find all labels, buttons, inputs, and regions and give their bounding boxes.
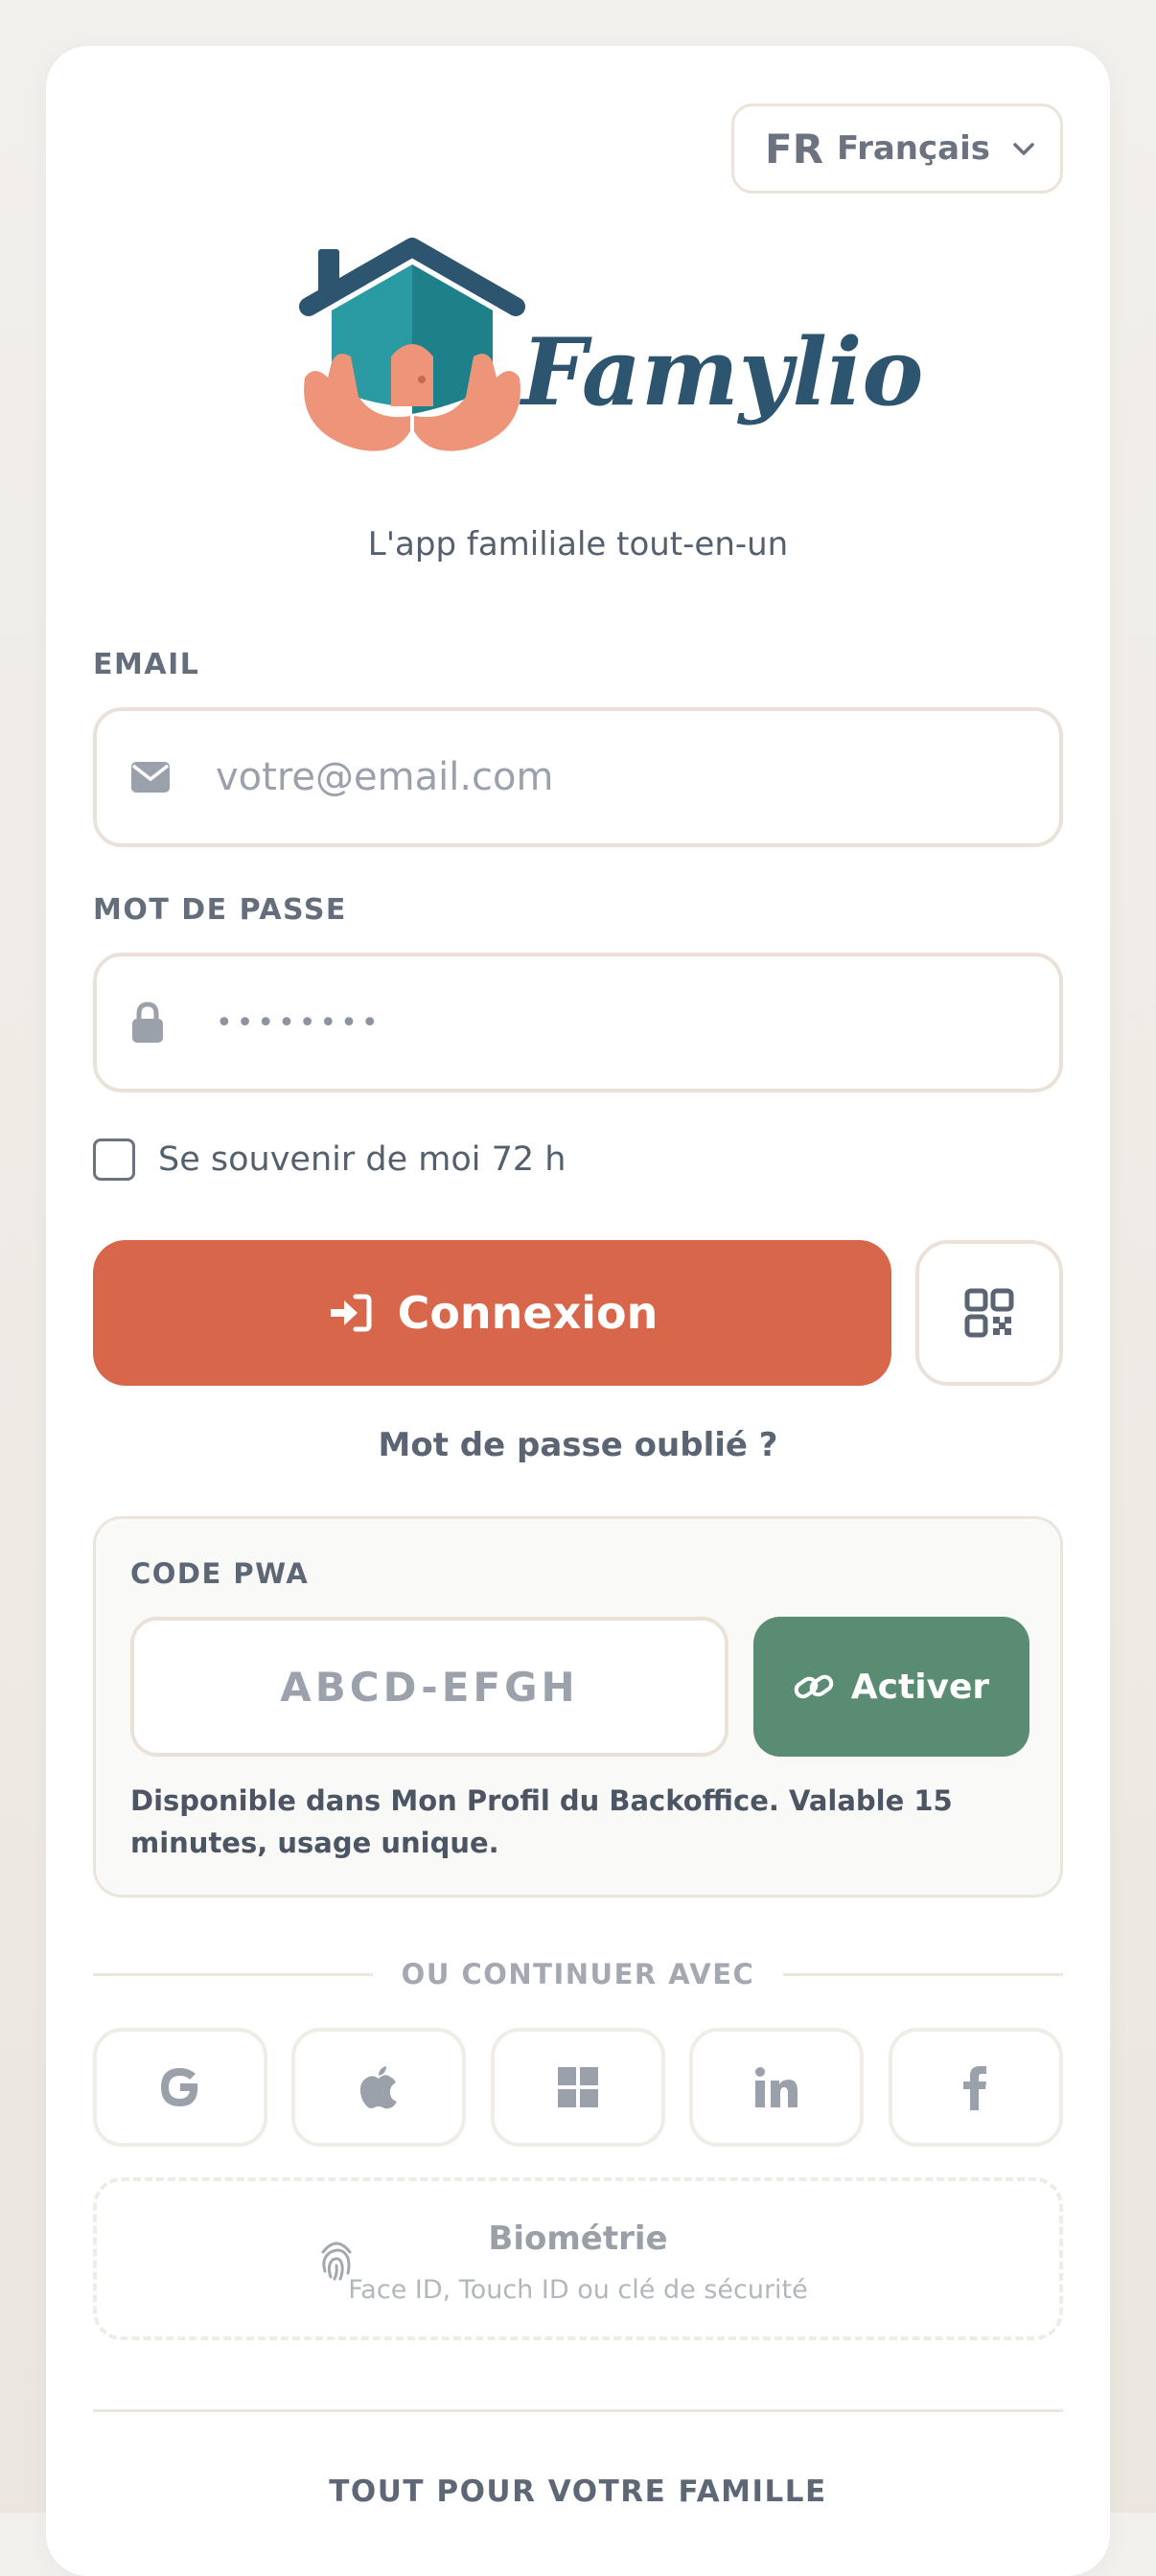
- chevron-down-icon: [1011, 139, 1036, 158]
- email-placeholder: votre@email.com: [216, 755, 554, 799]
- apple-icon: [359, 2065, 398, 2109]
- sign-in-icon: [327, 1293, 373, 1333]
- divider-label: OU CONTINUER AVEC: [401, 1958, 755, 1990]
- windows-login-button[interactable]: [491, 2028, 665, 2147]
- password-field[interactable]: [93, 953, 1063, 1092]
- biometric-title: Biométrie: [488, 2220, 668, 2258]
- login-label: Connexion: [397, 1287, 659, 1339]
- tagline: L'app familiale tout-en-un: [367, 525, 789, 564]
- language-name: Français: [837, 129, 990, 168]
- link-icon: [794, 1670, 834, 1703]
- login-button[interactable]: [93, 1240, 891, 1386]
- password-value: ••••••••: [216, 1005, 382, 1040]
- windows-icon: [558, 2067, 598, 2107]
- qr-login-button[interactable]: [915, 1240, 1063, 1386]
- lock-icon: [131, 1002, 198, 1043]
- language-selector[interactable]: [731, 104, 1063, 194]
- linkedin-login-button[interactable]: [689, 2028, 864, 2147]
- biometric-subtitle: Face ID, Touch ID ou clé de sécurité: [348, 2275, 808, 2305]
- pwa-code-panel: [93, 1516, 1063, 1898]
- remember-checkbox[interactable]: [93, 1138, 135, 1181]
- linkedin-icon: [755, 2067, 798, 2107]
- password-label: MOT DE PASSE: [93, 893, 347, 927]
- biometric-login-button[interactable]: [93, 2177, 1063, 2340]
- qr-code-icon: [965, 1289, 1013, 1337]
- activate-label: Activer: [850, 1667, 990, 1707]
- facebook-login-button[interactable]: [889, 2028, 1063, 2147]
- envelope-icon: [131, 762, 198, 793]
- section-divider: [93, 2409, 1063, 2412]
- pwa-label: CODE PWA: [130, 1557, 310, 1590]
- pwa-code-input[interactable]: ABCD-EFGH: [130, 1617, 728, 1757]
- family-section-title: TOUT POUR VOTRE FAMILLE: [329, 2474, 827, 2509]
- facebook-icon: [963, 2064, 988, 2110]
- remember-label: Se souvenir de moi 72 h: [158, 1140, 566, 1179]
- email-field[interactable]: [93, 707, 1063, 847]
- alt-login-divider: [93, 1955, 1063, 1993]
- pwa-help-text: Disponible dans Mon Profil du Backoffice. Valable 15 minutes, usage unique.: [130, 1784, 953, 1859]
- activate-button[interactable]: [753, 1617, 1029, 1757]
- brand-name: Famylio: [521, 318, 924, 426]
- remember-me[interactable]: [93, 1138, 566, 1181]
- google-login-button[interactable]: [93, 2028, 267, 2147]
- email-label: EMAIL: [93, 648, 200, 681]
- google-icon: [157, 2064, 203, 2110]
- forgot-password-link[interactable]: Mot de passe oublié ?: [378, 1426, 778, 1464]
- apple-login-button[interactable]: [291, 2028, 466, 2147]
- brand-logo: [299, 243, 924, 460]
- language-code: FR: [765, 125, 824, 172]
